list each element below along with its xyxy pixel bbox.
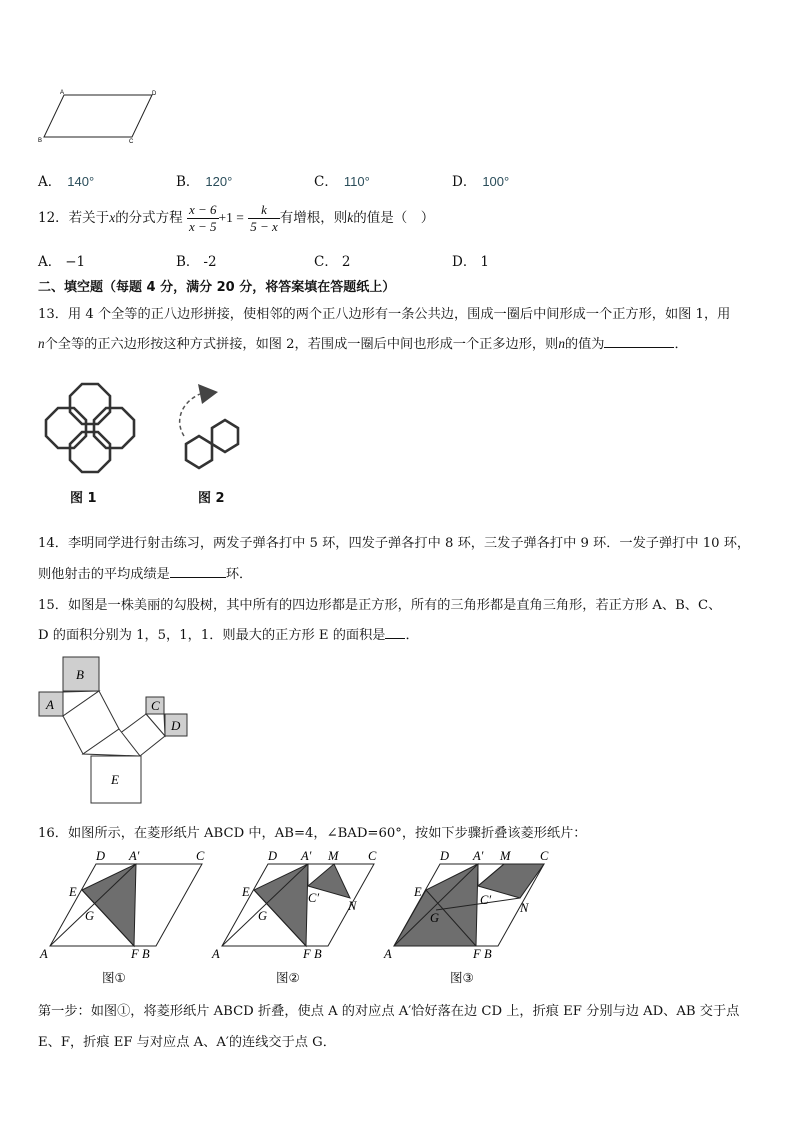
q16-step1-line-1: 第一步：如图①，将菱形纸片 ABCD 折叠，使点 A 的对应点 A′恰好落在边 CD 上，折痕 EF 分别与边 AD、AB 交于点 bbox=[38, 1004, 740, 1019]
label-b: B bbox=[76, 667, 84, 682]
label-f: F bbox=[303, 947, 311, 961]
label-a: A bbox=[384, 947, 392, 961]
label-d: D bbox=[96, 849, 106, 863]
label-a: A bbox=[46, 697, 54, 712]
rotation-arrow-icon bbox=[180, 394, 200, 436]
fraction-1: $\frac{x - 6}{x - 5}$ bbox=[188, 202, 217, 234]
label-c: C bbox=[151, 698, 160, 713]
figure-caption-3: 图③ bbox=[450, 970, 474, 985]
answer-blank[interactable] bbox=[604, 347, 674, 348]
octagon-top bbox=[70, 384, 110, 424]
q12-question: 12．若关于x的分式方程 $\frac{x - 6}{x - 5}$ +1 = $\frac{k}{5 - x}$ 有增根，则k的值是（ ） bbox=[38, 202, 435, 234]
label-f: F bbox=[131, 947, 139, 961]
folded-triangle bbox=[82, 864, 136, 946]
q16-intro: 16．如图所示，在菱形纸片 ABCD 中，AB=4，∠BAD=60°，按如下步骤折叠该菱形纸片： bbox=[38, 826, 587, 841]
q11-option-a: A． 140° bbox=[38, 174, 95, 190]
vertex-label-a: A bbox=[60, 90, 65, 96]
label-a-prime: A′ bbox=[473, 849, 484, 863]
figure-caption-2: 图② bbox=[276, 970, 300, 985]
fig2-caption: 图 2 bbox=[198, 491, 225, 506]
label-e: E bbox=[69, 885, 77, 899]
q13-line-1: 13．用 4 个全等的正八边形拼接，使相邻的两个正八边形有一条公共边，围成一圈后中间形成一个正方形，如图 1，用 bbox=[38, 307, 731, 322]
vertex-label-b: B bbox=[38, 138, 43, 144]
answer-blank[interactable] bbox=[170, 577, 226, 578]
label-f: F bbox=[473, 947, 481, 961]
label-g: G bbox=[430, 911, 440, 925]
q14-line-2: 则他射击的平均成绩是 环． bbox=[38, 567, 253, 582]
octagon-figure bbox=[40, 378, 140, 478]
label-m: M bbox=[328, 849, 339, 863]
label-n: N bbox=[520, 901, 529, 915]
label-d: D bbox=[440, 849, 450, 863]
label-a-prime: A′ bbox=[301, 849, 312, 863]
label-c-prime: C′ bbox=[308, 891, 320, 905]
label-d: D bbox=[171, 718, 181, 733]
pythagoras-tree-figure bbox=[36, 654, 196, 806]
folded-triangle bbox=[254, 864, 308, 946]
rhombus-figure-3 bbox=[376, 846, 562, 966]
octagon-bottom bbox=[70, 432, 110, 472]
hexagon-left bbox=[186, 436, 212, 468]
q12-option-a: A． −1 bbox=[38, 254, 86, 270]
label-d: D bbox=[268, 849, 278, 863]
q14-line-1: 14．李明同学进行射击练习，两发子弹各打中 5 环，四发子弹各打中 8 环，三发子弹各打中 9 环．一发子弹打中 10 环， bbox=[38, 536, 751, 551]
fraction-2: $\frac{k}{5 - x}$ bbox=[250, 202, 278, 234]
parallelogram-figure bbox=[36, 86, 166, 148]
label-n: N bbox=[348, 899, 357, 913]
label-e: E bbox=[414, 885, 422, 899]
parallelogram-shape bbox=[44, 95, 152, 137]
label-b: B bbox=[314, 947, 322, 961]
octagon-right bbox=[94, 408, 134, 448]
label-b: B bbox=[484, 947, 492, 961]
fig1-caption: 图 1 bbox=[70, 491, 97, 506]
vertex-label-d: D bbox=[152, 91, 157, 97]
label-a: A bbox=[212, 947, 220, 961]
label-c: C bbox=[196, 849, 205, 863]
q16-step1-line-2: E、F，折痕 EF 与对应点 A、A′的连线交于点 G． bbox=[38, 1035, 336, 1050]
q12-option-b: B． -2 bbox=[176, 254, 217, 270]
q15-line-2: D 的面积分别为 1，5，1，1．则最大的正方形 E 的面积是 ． bbox=[38, 628, 419, 643]
octagon-left bbox=[46, 408, 86, 448]
section-heading: 二、填空题（每题 4 分，满分 20 分，将答案填在答题纸上） bbox=[38, 280, 396, 295]
rhombus-figure-2 bbox=[208, 846, 388, 966]
q12-option-d: D． 1 bbox=[452, 254, 489, 270]
label-e: E bbox=[242, 885, 250, 899]
rhombus-figure-1 bbox=[36, 846, 216, 966]
q13-line-2: n个全等的正六边形按这种方式拼接，如图 2，若围成一圈后中间也形成一个正多边形，则n的值为 ． bbox=[38, 336, 688, 352]
label-c-prime: C′ bbox=[480, 893, 492, 907]
q12-option-c: C． 2 bbox=[314, 254, 351, 270]
label-c: C bbox=[540, 849, 549, 863]
q11-option-b: B． 120° bbox=[176, 174, 233, 190]
answer-blank[interactable] bbox=[385, 638, 405, 639]
label-m: M bbox=[500, 849, 511, 863]
q11-option-d: D． 100° bbox=[452, 174, 510, 190]
vertex-label-c: C bbox=[129, 139, 134, 145]
label-a-prime: A′ bbox=[129, 849, 140, 863]
label-e: E bbox=[111, 772, 119, 787]
label-g: G bbox=[85, 909, 95, 923]
q15-line-1: 15．如图是一株美丽的勾股树，其中所有的四边形都是正方形，所有的三角形都是直角三角形，若正方形 A、B、C、 bbox=[38, 598, 722, 613]
hexagon-right bbox=[212, 420, 238, 452]
label-c: C bbox=[368, 849, 377, 863]
label-b: B bbox=[142, 947, 150, 961]
q11-option-c: C． 110° bbox=[314, 174, 370, 190]
figure-caption-1: 图① bbox=[102, 970, 126, 985]
hexagon-figure bbox=[168, 378, 264, 484]
label-a: A bbox=[40, 947, 48, 961]
label-g: G bbox=[258, 909, 268, 923]
